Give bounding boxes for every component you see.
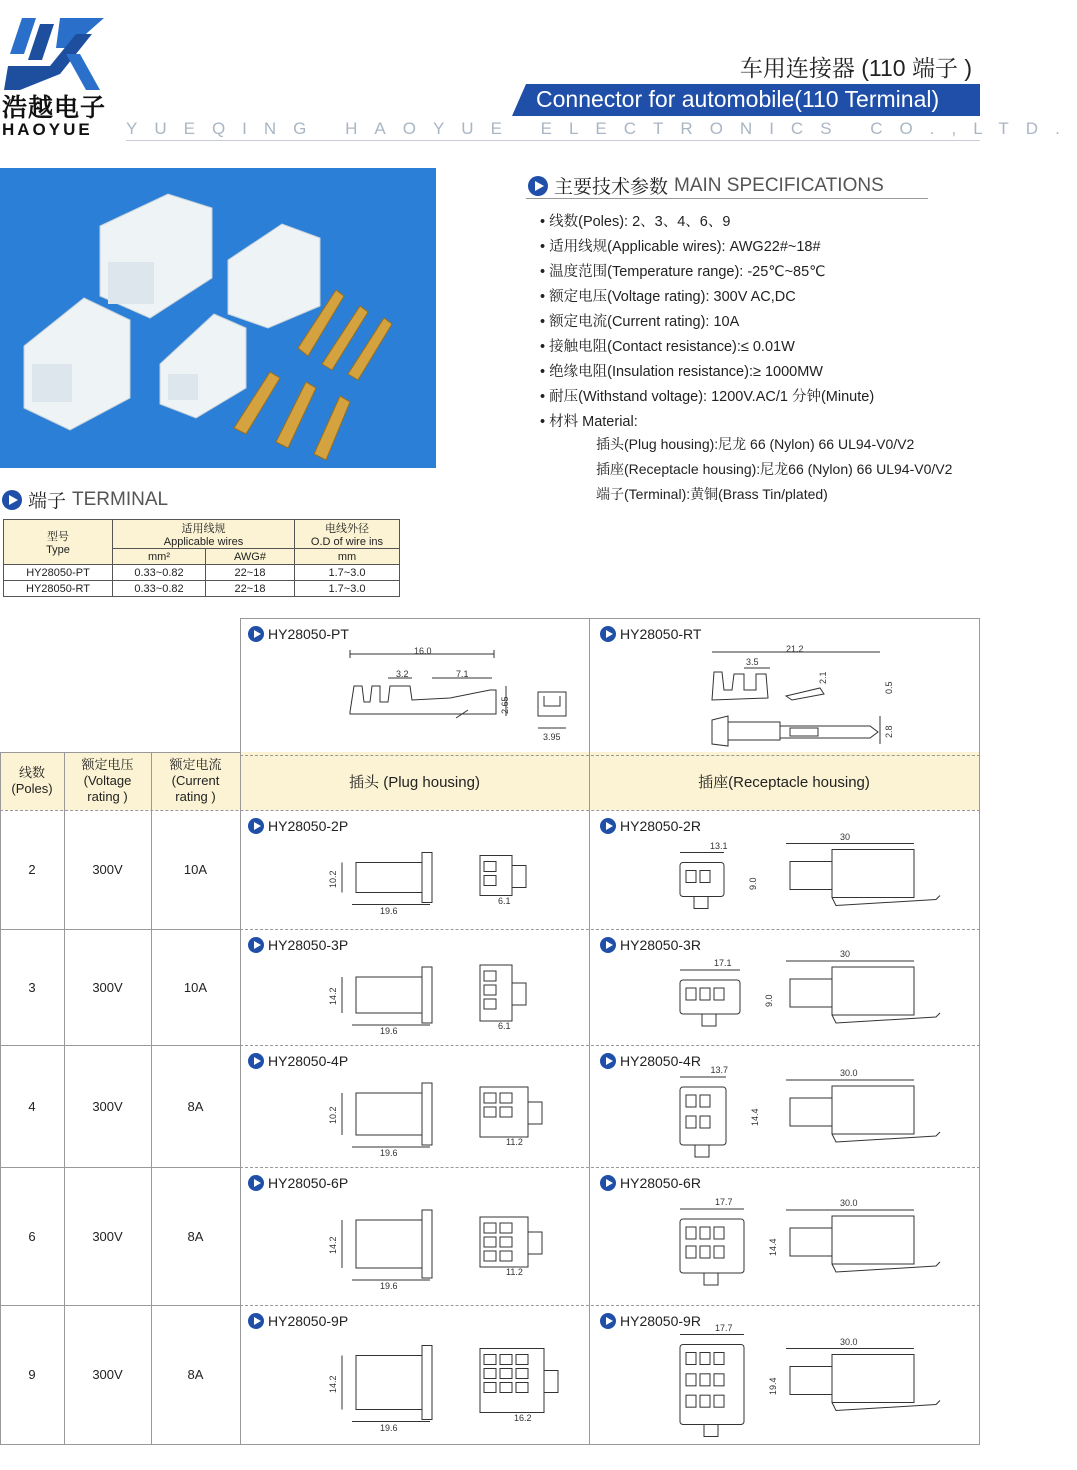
dim-label: 17.1 [714,958,732,968]
model-receptacle: HY28050-2R [600,818,701,834]
spec-item: • 适用线规(Applicable wires): AWG22#~18# [540,235,874,260]
dim-label: 11.2 [506,1267,523,1277]
dim-label: 2.8 [884,725,894,738]
dim-label: 16.0 [414,646,432,656]
table-cell: 1.7~3.0 [295,565,400,581]
cell-poles: 9 [28,1367,36,1382]
brand-name-en: HAOYUE [2,120,93,139]
cell-current: 10A [183,979,208,995]
model-rt: HY28050-RT [600,626,701,642]
model-pt: HY28050-PT [248,626,349,642]
dim-label: 9.0 [764,994,774,1007]
model-receptacle: HY28050-3R [600,937,701,953]
cell-voltage: 300V [92,862,123,877]
dim-label: 17.7 [715,1322,733,1333]
cell-poles: 2 [28,862,36,877]
page-title-cn: 车用连接器 (110 端子 ) [739,55,972,81]
spec-item: • 额定电压(Voltage rating): 300V AC,DC [540,285,874,310]
dim-label: 3.95 [543,732,561,742]
dim-label: 2.1 [818,671,828,684]
dim-label: 19.4 [768,1376,778,1395]
model-plug: HY28050-9P [248,1313,348,1329]
dim-label: 30.0 [840,1198,858,1208]
spec-item: • 额定电流(Current rating): 10A [540,310,874,335]
dim-label: 14.4 [750,1108,760,1126]
spec-item: • 线数(Poles): 2、3、4、6、9 [540,210,874,235]
col-header-current: 额定电流 (Current rating ) [169,757,222,804]
dim-label: 19.6 [380,1281,398,1291]
spec-item: • 耐压(Withstand voltage): 1200V.AC/1 分钟(Minute) [540,385,874,410]
cell-voltage: 300V [92,1098,123,1114]
table-header-wires: 适用线规 Applicable wires [113,520,295,549]
cell-voltage: 300V [92,979,123,995]
cell-poles: 4 [28,1098,36,1114]
col-header-poles: 线数 (Poles) [11,765,53,796]
cell-poles: 3 [28,979,36,995]
table-header-awg: AWG# [206,549,295,565]
model-receptacle: HY28050-4R [600,1053,701,1069]
dim-label: 19.6 [380,905,398,916]
dim-label: 14.2 [328,987,338,1005]
dim-label: 3.2 [396,669,409,679]
dim-label: 17.7 [715,1197,733,1207]
dim-label: 6.1 [498,895,511,906]
material-item: 端子(Terminal):黄铜(Brass Tin/plated) [596,486,828,502]
spec-item: • 绝缘电阻(Insulation resistance):≥ 1000MW [540,360,874,385]
material-item: 插座(Receptacle housing):尼龙66 (Nylon) 66 UL94-V0/V2 [596,461,953,477]
specs-heading-en: MAIN SPECIFICATIONS [674,174,884,196]
dim-label: 19.6 [380,1422,398,1433]
spec-item: • 接触电阻(Contact resistance):≤ 0.01W [540,335,874,360]
cell-voltage: 300V [92,1367,123,1382]
cell-current: 8A [187,1228,204,1244]
table-header-mm: mm [295,549,400,565]
table-header-mm2: mm² [113,549,206,565]
model-plug: HY28050-4P [248,1053,348,1069]
dim-label: 2.65 [500,696,510,714]
material-item: 插头(Plug housing):尼龙 66 (Nylon) 66 UL94-V0/V2 [596,436,915,452]
dim-label: 13.1 [710,840,728,851]
table-cell: 0.33~0.82 [113,565,206,581]
dim-label: 21.2 [786,644,804,654]
table-cell: HY28050-PT [4,565,113,581]
table-header-type: 型号 Type [4,520,113,565]
dim-label: 0.5 [884,681,894,694]
model-receptacle: HY28050-6R [600,1175,701,1191]
dim-label: 30 [840,949,851,959]
terminal-heading-en: TERMINAL [72,488,169,510]
cell-current: 8A [187,1098,204,1114]
dim-label: 10.2 [328,1106,338,1124]
table-cell: 0.33~0.82 [113,581,206,597]
model-plug: HY28050-3P [248,937,348,953]
table-cell: HY28050-RT [4,581,113,597]
dim-label: 13.7 [710,1065,729,1075]
spec-item: • 温度范围(Temperature range): -25℃~85℃ [540,260,874,285]
table-cell: 22~18 [206,565,295,581]
dim-label: 16.2 [514,1412,532,1423]
dim-label: 14.2 [328,1236,338,1254]
model-plug: HY28050-6P [248,1175,348,1191]
col-header-voltage: 额定电压 (Voltage rating ) [81,757,134,804]
spec-item: • 材料 Material: [540,410,874,435]
col-header-plug: 插头 (Plug housing) [349,773,480,791]
dim-label: 6.1 [498,1021,511,1031]
model-receptacle: HY28050-9R [600,1313,701,1329]
dim-label: 30 [840,831,851,842]
cell-current: 10A [183,862,208,877]
dim-label: 7.1 [456,669,469,679]
dim-label: 10.2 [328,869,338,888]
dim-label: 19.6 [380,1148,398,1158]
terminal-heading-cn: 端子 [28,491,67,512]
dim-label: 14.4 [768,1238,778,1256]
company-name: YUEQING HAOYUE ELECTRONICS CO.,LTD. [126,119,1077,138]
dim-label: 3.5 [746,657,759,667]
table-header-od: 电线外径 O.D of wire ins [295,520,400,549]
table-cell: 1.7~3.0 [295,581,400,597]
dim-label: 30.0 [840,1068,858,1078]
dim-label: 11.2 [506,1137,523,1147]
page-title-en: Connector for automobile(110 Terminal) [536,86,940,112]
dim-label: 9.0 [748,876,758,890]
dim-label: 30.0 [840,1336,858,1347]
dim-label: 19.6 [380,1026,398,1036]
cell-current: 8A [187,1367,204,1382]
model-plug: HY28050-2P [248,818,348,834]
table-cell: 22~18 [206,581,295,597]
dim-label: 14.2 [328,1374,338,1393]
cell-poles: 6 [28,1228,36,1244]
col-header-receptacle: 插座(Receptacle housing) [698,773,870,791]
brand-name-cn: 浩越电子 [2,94,107,122]
specs-heading-cn: 主要技术参数 [554,177,669,198]
cell-voltage: 300V [92,1228,123,1244]
